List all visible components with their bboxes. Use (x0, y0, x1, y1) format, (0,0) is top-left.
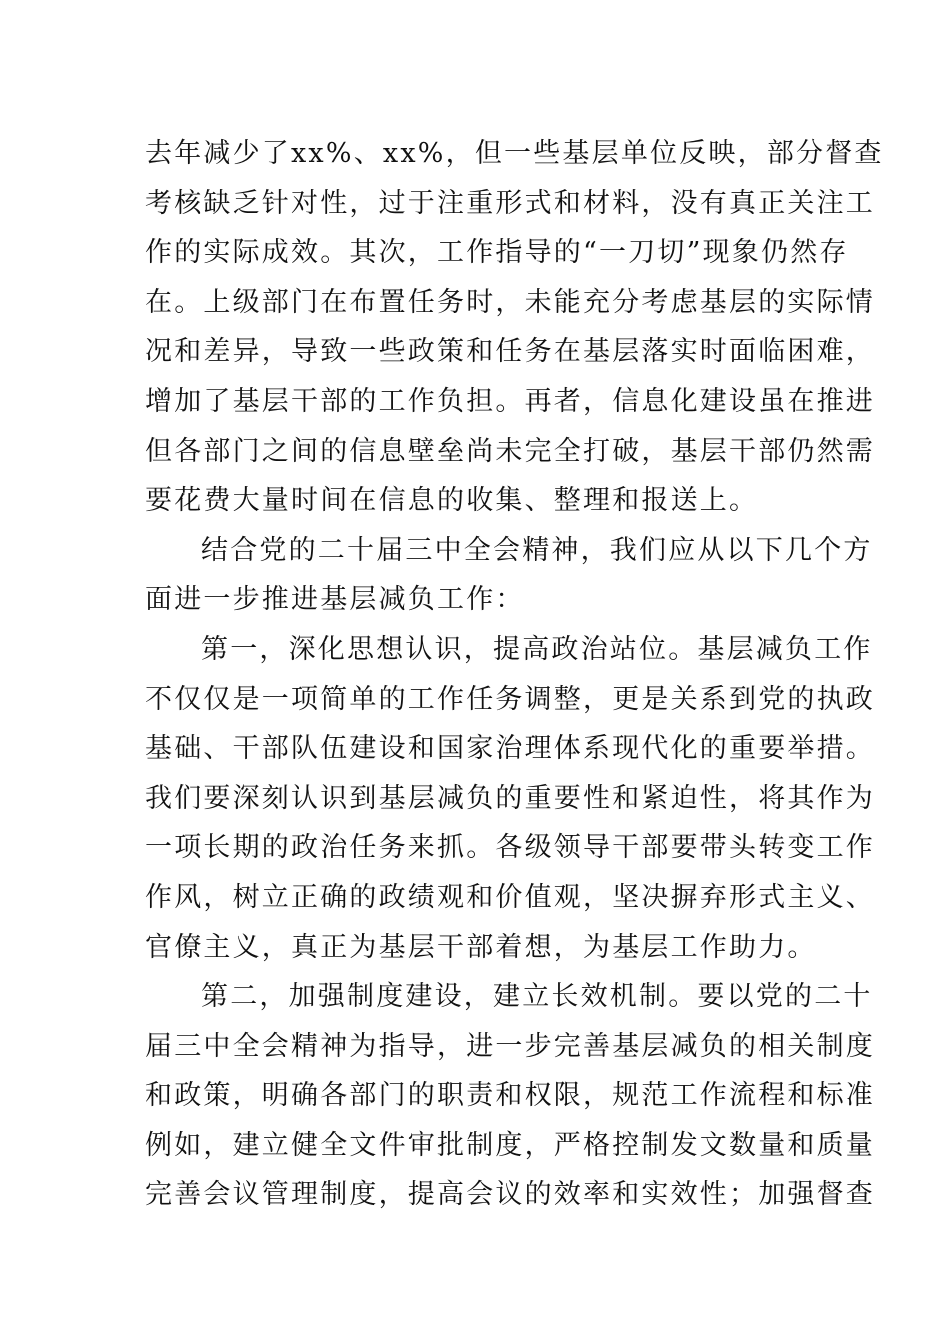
paragraph-start-line: 结合党的二十届三中全会精神，我们应从以下几个方 (201, 534, 873, 566)
text-line: 要花费大量时间在信息的收集、整理和报送上。 (145, 485, 759, 517)
text-line: 完善会议管理制度，提高会议的效率和实效性；加强督查 (145, 1179, 875, 1211)
text-line: 考核缺乏针对性，过于注重形式和材料，没有真正关注工 (145, 187, 875, 219)
text-line: 一项长期的政治任务来抓。各级领导干部要带头转变工作 (145, 832, 875, 864)
text-line: 但各部门之间的信息壁垒尚未完全打破，基层干部仍然需 (145, 435, 875, 467)
text-line: 去年减少了xx%、xx%，但一些基层单位反映，部分督查 (145, 138, 884, 169)
text-line: 我们要深刻认识到基层减负的重要性和紧迫性，将其作为 (145, 782, 875, 814)
paragraph-start-line: 第一，深化思想认识，提高政治站位。基层减负工作 (201, 633, 873, 665)
text-line: 在。上级部门在布置任务时，未能充分考虑基层的实际情 (145, 286, 875, 318)
paragraph-start-line: 第二，加强制度建设，建立长效机制。要以党的二十 (201, 981, 873, 1013)
text-line: 官僚主义，真正为基层干部着想，为基层工作助力。 (145, 931, 817, 963)
text-line: 增加了基层干部的工作负担。再者，信息化建设虽在推进 (145, 385, 875, 417)
text-line: 例如，建立健全文件审批制度，严格控制发文数量和质量 (145, 1129, 875, 1161)
text-line: 基础、干部队伍建设和国家治理体系现代化的重要举措。 (145, 733, 875, 765)
text-line: 届三中全会精神为指导，进一步完善基层减负的相关制度 (145, 1030, 875, 1062)
document-body (145, 129, 884, 1220)
text-line: 况和差异，导致一些政策和任务在基层落实时面临困难， (145, 336, 875, 368)
text-line: 不仅仅是一项简单的工作任务调整，更是关系到党的执政 (145, 683, 875, 715)
text-line: 面进一步推进基层减负工作： (145, 584, 525, 616)
text-line: 作的实际成效。其次，工作指导的“一刀切”现象仍然存 (145, 237, 849, 269)
text-line: 和政策，明确各部门的职责和权限，规范工作流程和标准 (145, 1080, 875, 1112)
text-line: 作风，树立正确的政绩观和价值观，坚决摒弃形式主义、 (145, 881, 875, 913)
